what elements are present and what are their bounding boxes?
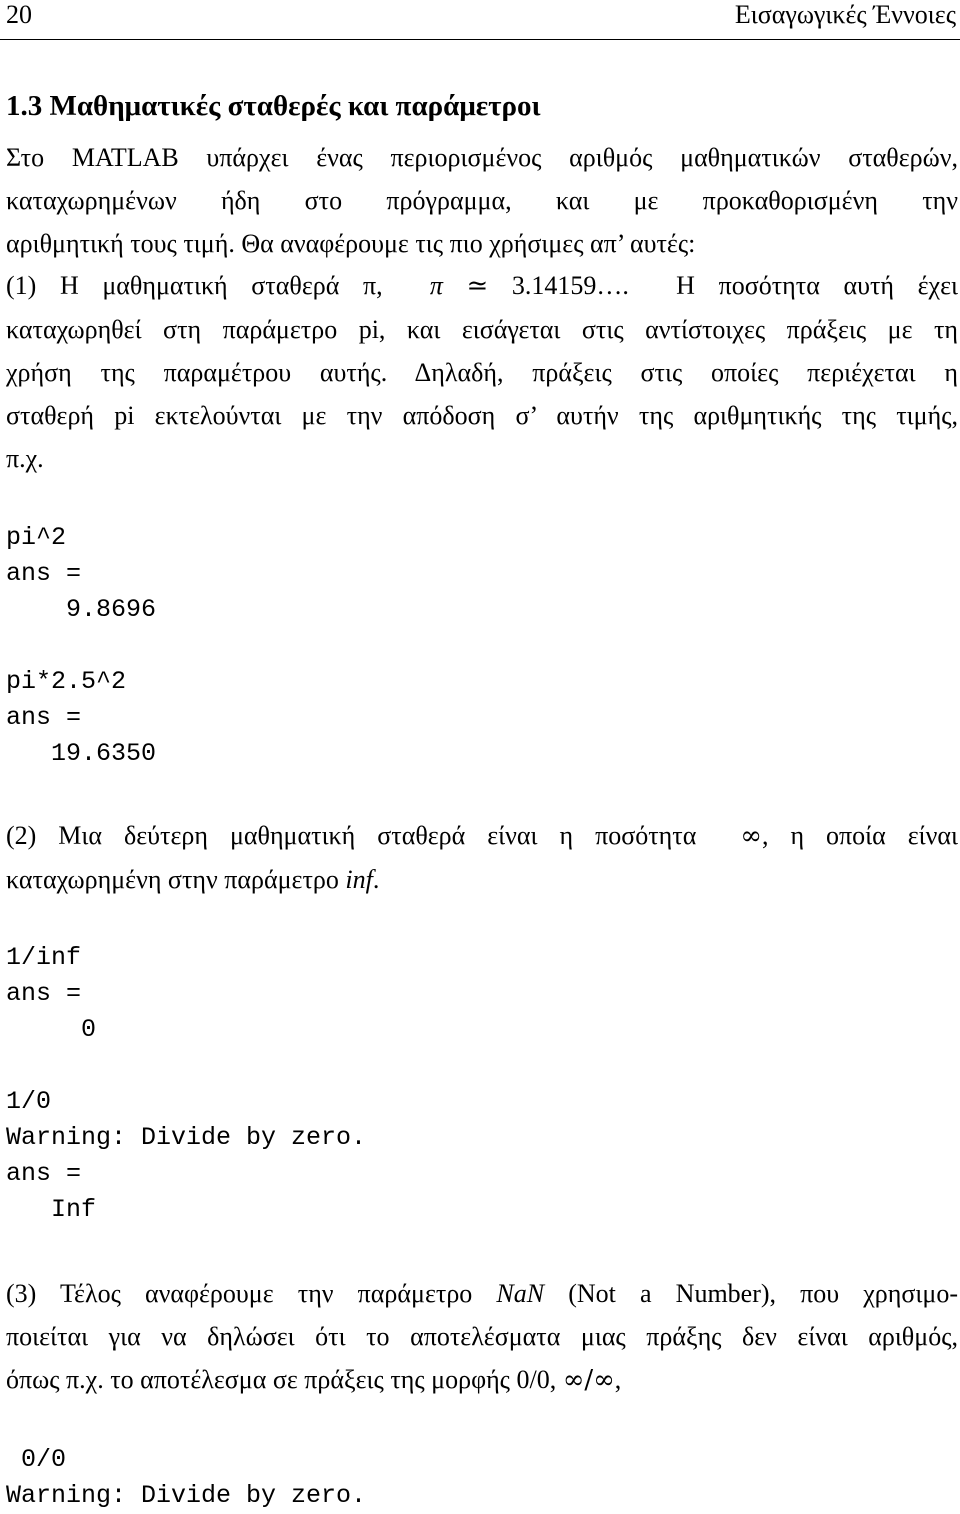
- item-1-text-a: (1) Η μαθηματική σταθερά π,: [6, 271, 383, 300]
- approx-symbol: ≃: [466, 271, 489, 301]
- code-line: pi*2.5^2: [6, 667, 127, 696]
- item-3-line-3: [6, 1358, 958, 1402]
- header-rule: [0, 39, 960, 40]
- code-line: 9.8696: [6, 595, 157, 624]
- item-1-line-5: π.χ.: [6, 444, 44, 473]
- item-2-line-1: [6, 814, 958, 858]
- page-header: [6, 0, 956, 36]
- item-2-text-b: , η οποία είναι: [761, 821, 959, 850]
- item-2-line-2: [6, 858, 958, 901]
- item-3-text-c: όπως π.χ. το αποτέλεσμα σε πράξεις της μορφής 0/0,: [6, 1365, 557, 1394]
- item-3-line-1: [6, 1272, 958, 1315]
- code-line: Warning: Divide by zero.: [6, 1123, 367, 1152]
- code-line: 1/inf: [6, 943, 82, 972]
- item-2-paragraph: [6, 814, 958, 901]
- nan-param: NaN: [496, 1279, 545, 1308]
- item-3-text-a: (3) Τέλος αναφέρουμε την παράμετρο: [6, 1279, 473, 1308]
- running-title: Εισαγωγικές Έννοιες: [734, 0, 956, 29]
- code-line: ans =: [6, 703, 82, 732]
- code-line: ans =: [6, 559, 82, 588]
- inf-param: inf: [345, 865, 373, 894]
- item-3-line-2: ποιείται για να δηλώσει ότι το αποτελέσματα μιας πράξης δεν είναι αριθμός,: [6, 1322, 958, 1351]
- item-1-text-c: Η ποσότητα αυτή έχει: [676, 271, 958, 300]
- code-line: 19.6350: [6, 739, 157, 768]
- code-line: 0/0: [6, 1445, 67, 1474]
- code-line: 1/0: [6, 1087, 52, 1116]
- code-line: ans =: [6, 1159, 82, 1188]
- item-3-paragraph: [6, 1272, 958, 1402]
- code-line: pi^2: [6, 523, 67, 552]
- item-2-text-c: καταχωρημένη στην παράμετρο: [6, 865, 339, 894]
- item-1-line-3: χρήση της παραμέτρου αυτής. Δηλαδή, πράξεις στις οποίες περιέχεται η: [6, 358, 958, 387]
- code-line: ans =: [6, 979, 82, 1008]
- item-3-comma: ,: [614, 1365, 622, 1394]
- item-1-line-2: καταχωρηθεί στη παράμετρο pi, και εισάγεται στις αντίστοιχες πράξεις με τη: [6, 315, 958, 344]
- intro-line-1: Στο MATLAB υπάρχει ένας περιορισμένος αριθμός μαθηματικών σταθερών,: [6, 143, 958, 172]
- pi-value: 3.14159….: [511, 271, 629, 300]
- item-1-paragraph: [6, 264, 958, 480]
- code-block-1: [6, 520, 156, 772]
- infinity-symbol: ∞: [740, 821, 762, 851]
- inf-over-inf-symbol: ∞/∞: [562, 1365, 615, 1395]
- item-2-text-a: (2) Μια δεύτερη μαθηματική σταθερά είναι η ποσότητα: [6, 821, 697, 850]
- section-title: 1.3 Μαθηματικές σταθερές και παράμετροι: [6, 90, 541, 122]
- intro-paragraph: [6, 136, 958, 265]
- item-3-text-b: (Not a Number), που χρησιμο-: [568, 1279, 958, 1308]
- code-line: Inf: [6, 1195, 97, 1224]
- code-line: 0: [6, 1015, 97, 1044]
- pi-symbol: π: [429, 271, 443, 300]
- item-1-line-4: σταθερή pi εκτελούνται με την απόδοση σ’ αυτήν της αριθμητικής της τιμής,: [6, 401, 958, 430]
- code-block-2: [6, 940, 366, 1228]
- intro-line-2: καταχωρημένων ήδη στο πρόγραμμα, και με προκαθορισμένη την: [6, 186, 958, 215]
- code-block-3: [6, 1442, 366, 1514]
- code-line: Warning: Divide by zero.: [6, 1481, 367, 1510]
- item-2-period: .: [372, 865, 380, 894]
- intro-line-3: αριθμητική τους τιμή. Θα αναφέρουμε τις πιο χρήσιμες απ’ αυτές:: [6, 229, 696, 258]
- item-1-line-1: [6, 264, 958, 308]
- page-number: 20: [6, 0, 32, 29]
